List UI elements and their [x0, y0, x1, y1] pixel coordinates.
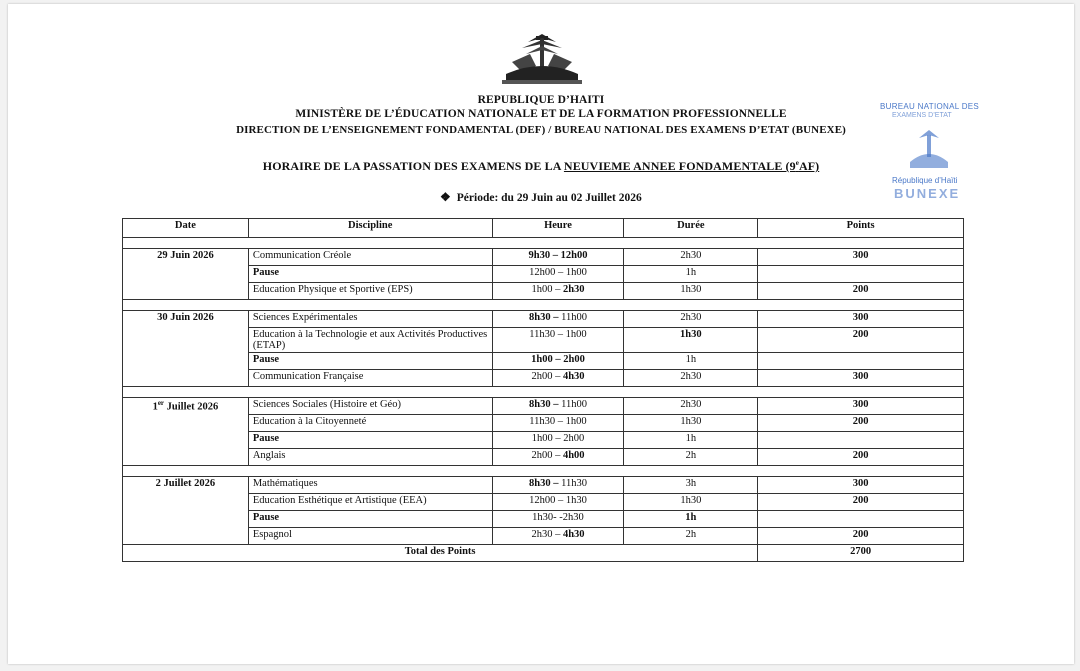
duree-cell: 1h30	[624, 283, 758, 300]
discipline-cell: Espagnol	[248, 528, 492, 545]
discipline-cell: Pause	[248, 266, 492, 283]
heure-start: 8h30 –	[529, 312, 562, 323]
date-cell: 2 Juillet 2026	[123, 477, 249, 545]
points-cell: 300	[758, 249, 964, 266]
table-row	[123, 511, 964, 528]
direction-heading: DIRECTION DE L’ENSEIGNEMENT FONDAMENTAL (DEF) / BUREAU NATIONAL DES EXAMENS D’ETAT (BUNEXE)	[236, 124, 846, 136]
points-cell: 200	[758, 449, 964, 466]
stamp-line1: BUREAU NATIONAL DES	[880, 102, 980, 111]
header-points: Points	[758, 219, 964, 238]
discipline-cell: Pause	[248, 353, 492, 370]
title-underlined	[564, 159, 819, 173]
heure-cell	[492, 477, 624, 494]
heure-cell	[492, 311, 624, 328]
discipline-cell: Mathématiques	[248, 477, 492, 494]
period-text: Période: du 29 Juin au 02 Juillet 2026	[456, 192, 642, 204]
title-underlined-text: NEUVIEME ANNEE FONDAMENTALE (9	[563, 159, 796, 173]
date-day: 1	[152, 401, 158, 413]
title-end: AF)	[798, 159, 820, 173]
duree-cell: 1h30	[624, 494, 758, 511]
heure-end: 11h30	[561, 478, 587, 489]
total-label: Total des Points	[123, 545, 758, 562]
table-row	[123, 432, 964, 449]
heure-cell	[492, 449, 624, 466]
table-row	[123, 283, 964, 300]
discipline-cell: Communication Créole	[248, 249, 492, 266]
duree-cell: 2h30	[624, 370, 758, 387]
heure-cell	[492, 283, 624, 300]
duree-cell: 2h	[624, 528, 758, 545]
heure-cell: 12h00 – 1h00	[492, 266, 624, 283]
points-cell: 200	[758, 415, 964, 432]
duree-cell: 2h	[624, 449, 758, 466]
header-date: Date	[123, 219, 249, 238]
heure-cell: 11h30 – 1h00	[492, 415, 624, 432]
header-duree: Durée	[624, 219, 758, 238]
date-cell	[123, 398, 249, 466]
points-cell: 200	[758, 328, 964, 353]
document-page	[8, 4, 1074, 664]
discipline-cell: Anglais	[248, 449, 492, 466]
points-cell	[758, 266, 964, 283]
points-cell: 300	[758, 398, 964, 415]
table-row	[123, 328, 964, 353]
stamp-emblem-icon	[904, 126, 954, 174]
points-cell	[758, 432, 964, 449]
exam-schedule-table	[122, 218, 964, 562]
heure-cell: 1h00 – 2h00	[492, 432, 624, 449]
table-row	[123, 528, 964, 545]
table-row	[123, 249, 964, 266]
points-cell: 200	[758, 494, 964, 511]
heure-start: 2h30 –	[531, 529, 563, 540]
points-cell	[758, 353, 964, 370]
heure-cell: 1h30- -2h30	[492, 511, 624, 528]
table-row	[123, 311, 964, 328]
total-value: 2700	[758, 545, 964, 562]
heure-cell: 11h30 – 1h00	[492, 328, 624, 353]
heure-start: 8h30 –	[529, 478, 562, 489]
duree-cell: 3h	[624, 477, 758, 494]
heure-cell: 1h00 – 2h00	[492, 353, 624, 370]
heure-cell: 12h00 – 1h30	[492, 494, 624, 511]
heure-cell: 9h30 – 12h00	[492, 249, 624, 266]
heure-end: 11h00	[561, 312, 587, 323]
table-row	[123, 477, 964, 494]
table-row	[123, 494, 964, 511]
heure-end: 2h30	[562, 284, 585, 295]
points-cell	[758, 511, 964, 528]
heure-end: 4h00	[562, 450, 585, 461]
discipline-cell: Education Esthétique et Artistique (EEA)	[248, 494, 492, 511]
haiti-coat-of-arms-icon	[492, 28, 592, 88]
table-row	[123, 398, 964, 415]
heure-start: 2h00 –	[531, 450, 563, 461]
date-sup: er	[157, 399, 165, 407]
total-row	[123, 545, 964, 562]
points-cell: 200	[758, 283, 964, 300]
points-cell: 300	[758, 370, 964, 387]
points-cell: 300	[758, 311, 964, 328]
heure-start: 8h30 –	[529, 399, 562, 410]
discipline-cell: Education à la Citoyenneté	[248, 415, 492, 432]
discipline-cell: Education Physique et Sportive (EPS)	[248, 283, 492, 300]
table-row	[123, 449, 964, 466]
heure-end: 4h30	[562, 529, 585, 540]
republic-heading: REPUBLIQUE D’HAITI	[477, 94, 605, 106]
duree-cell: 1h	[624, 266, 758, 283]
separator-row	[123, 238, 964, 249]
discipline-cell: Sciences Sociales (Histoire et Géo)	[248, 398, 492, 415]
separator-row	[123, 466, 964, 477]
separator-row	[123, 387, 964, 398]
heure-end: 4h30	[562, 371, 585, 382]
diamond-bullet-icon: ❖	[440, 190, 451, 204]
date-cell: 30 Juin 2026	[123, 311, 249, 387]
separator-row	[123, 300, 964, 311]
period-line	[440, 190, 642, 205]
title-sup: e	[795, 159, 799, 167]
discipline-cell: Pause	[248, 432, 492, 449]
heure-start: 2h00 –	[531, 371, 563, 382]
duree-cell: 1h	[624, 511, 758, 528]
header-discipline: Discipline	[248, 219, 492, 238]
points-cell: 200	[758, 528, 964, 545]
header-heure: Heure	[492, 219, 624, 238]
heure-start: 1h00 –	[531, 284, 563, 295]
date-cell: 29 Juin 2026	[123, 249, 249, 300]
heure-cell	[492, 528, 624, 545]
stamp-line3: République d’Haïti	[892, 176, 958, 185]
heure-cell	[492, 370, 624, 387]
heure-cell	[492, 398, 624, 415]
table-row	[123, 370, 964, 387]
ministry-heading: MINISTÈRE DE L’ÉDUCATION NATIONALE ET DE LA FORMATION PROFESSIONNELLE	[295, 108, 787, 120]
discipline-cell: Education à la Technologie et aux Activités Productives (ETAP)	[248, 328, 492, 353]
discipline-cell: Communication Française	[248, 370, 492, 387]
points-cell: 300	[758, 477, 964, 494]
table-header-row	[123, 219, 964, 238]
title-prefix: HORAIRE DE LA PASSATION DES EXAMENS DE LA	[262, 159, 564, 173]
table-row	[123, 266, 964, 283]
discipline-cell: Pause	[248, 511, 492, 528]
stamp-line4: BUNEXE	[894, 186, 961, 201]
discipline-cell: Sciences Expérimentales	[248, 311, 492, 328]
bunexe-stamp	[876, 102, 984, 202]
duree-cell: 1h	[624, 432, 758, 449]
heure-end: 11h00	[561, 399, 587, 410]
duree-cell: 1h30	[624, 415, 758, 432]
duree-cell: 2h30	[624, 311, 758, 328]
date-month: Juillet 2026	[164, 401, 219, 413]
duree-cell: 1h	[624, 353, 758, 370]
duree-cell: 1h30	[624, 328, 758, 353]
table-row	[123, 415, 964, 432]
duree-cell: 2h30	[624, 249, 758, 266]
table-row	[123, 353, 964, 370]
duree-cell: 2h30	[624, 398, 758, 415]
stamp-line2: EXAMENS D’ETAT	[892, 112, 952, 119]
